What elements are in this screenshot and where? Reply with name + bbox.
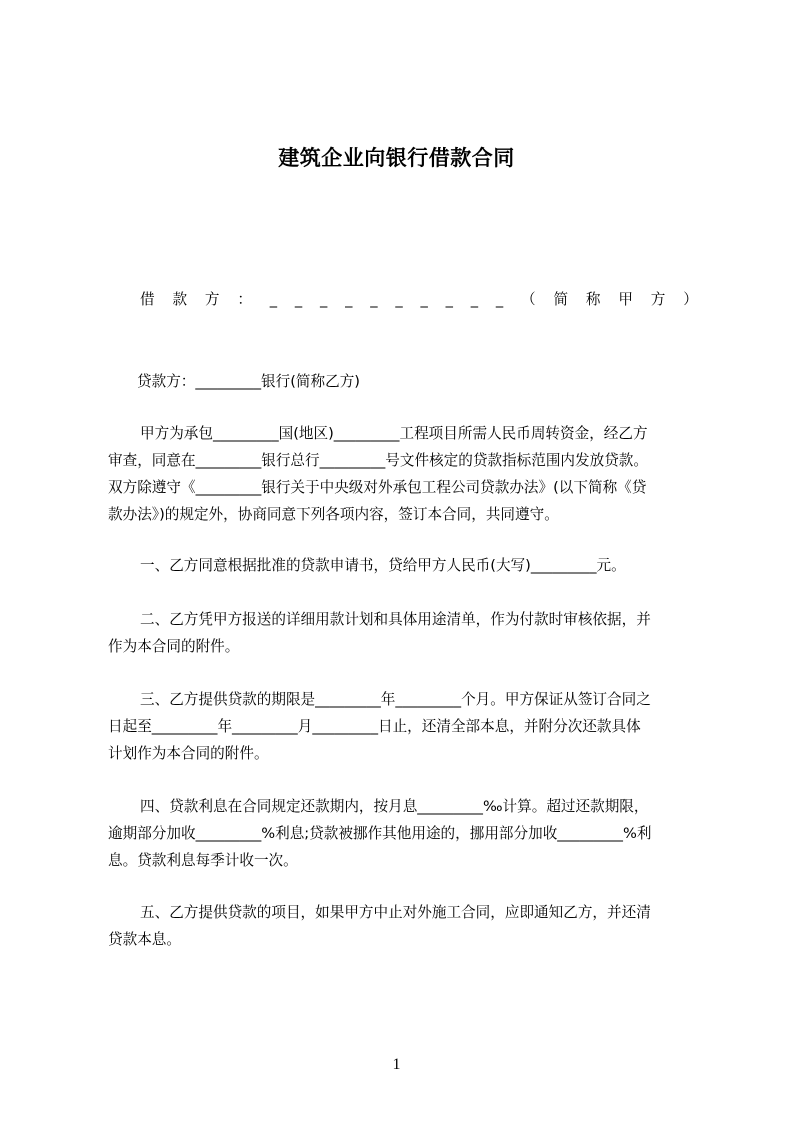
borrower-char: 借 xyxy=(140,291,155,308)
page-number: 1 xyxy=(392,1056,401,1073)
borrower-line xyxy=(140,290,698,310)
borrower-blank: _ xyxy=(470,291,479,308)
borrower-char: ： xyxy=(237,291,252,308)
borrower-char: 款 xyxy=(172,291,188,308)
borrower-char: 称 xyxy=(585,291,601,308)
preamble-line: 双方除遵守《_________银行关于中央级对外承包工程公司贷款办法》(以下简称《贷 xyxy=(108,479,647,496)
borrower-char: 甲 xyxy=(618,291,633,308)
borrower-blank: _ xyxy=(269,291,278,308)
borrower-blank: _ xyxy=(320,291,328,308)
borrower-blank: _ xyxy=(495,291,504,308)
borrower-blank: _ xyxy=(345,291,353,308)
clause-line: 日起至_________年_________月_________日止，还清全部本息，并附分次还款具体 xyxy=(108,718,641,735)
preamble-line: 款办法》)的规定外，协商同意下列各项内容，签订本合同，共同遵守。 xyxy=(108,506,559,523)
borrower-char: 简 xyxy=(553,291,569,308)
clause-line: 四、贷款利息在合同规定还款期内，按月息_________‰计算。超过还款期限， xyxy=(140,798,649,815)
preamble-line: 审查，同意在_________银行总行_________号文件核定的贷款指标范围内发放贷款。 xyxy=(108,452,648,469)
clause-line: 一、乙方同意根据批准的贷款申请书，贷给甲方人民币(大写)_________元。 xyxy=(140,557,626,574)
borrower-char: ） xyxy=(683,291,698,308)
clause-line: 贷款本息。 xyxy=(108,931,181,948)
borrower-blank: _ xyxy=(445,291,453,308)
borrower-blank: _ xyxy=(420,291,428,308)
clause-line: 五、乙方提供贷款的项目，如果甲方中止对外施工合同，应即通知乙方，并还清 xyxy=(140,904,651,921)
borrower-blank: _ xyxy=(395,291,403,308)
clause-line: 息。贷款利息每季计收一次。 xyxy=(108,852,298,869)
clause-line: 计划作为本合同的附件。 xyxy=(108,745,269,762)
document-title: 建筑企业向银行借款合同 xyxy=(278,146,515,170)
clause-line: 作为本合同的附件。 xyxy=(108,638,240,655)
lender-line: 贷款方：_________银行(简称乙方) xyxy=(137,373,360,390)
clause-line: 二、乙方凭甲方报送的详细用款计划和具体用途清单，作为付款时审核依据，并 xyxy=(140,611,651,628)
borrower-char: 方 xyxy=(650,291,666,308)
clause-line: 三、乙方提供贷款的期限是_________年_________个月。甲方保证从签订合同之 xyxy=(140,691,651,708)
borrower-char: 方 xyxy=(204,291,220,308)
borrower-char: （ xyxy=(521,291,536,308)
borrower-blank: _ xyxy=(294,291,303,308)
clause-line: 逾期部分加收_________%利息;贷款被挪作其他用途的，挪用部分加收_________%利 xyxy=(108,825,652,842)
preamble-line: 甲方为承包_________国(地区)_________工程项目所需人民币周转资金，经乙方 xyxy=(140,425,648,442)
borrower-blank: _ xyxy=(370,291,378,308)
